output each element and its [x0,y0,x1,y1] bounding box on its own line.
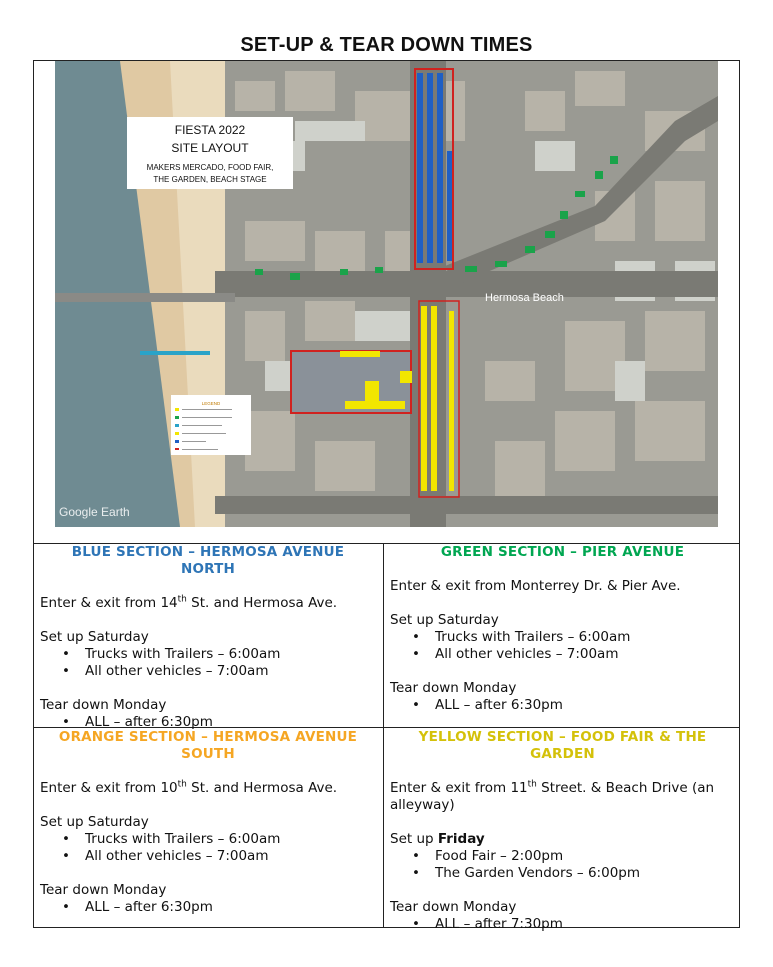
yellow-entry-text: Enter & exit from 11th Street. & Beach Drive (an [390,779,715,796]
green-teardown-list [390,697,735,714]
blue-setup-list [40,646,376,680]
orange-setup-label: Set up Saturday [40,814,149,830]
list-item: • ALL – after 7:30pm [435,916,735,933]
yellow-teardown-label: Tear down Monday [390,899,517,915]
list-item: • All other vehicles – 7:00am [435,646,735,663]
green-section [390,544,735,714]
list-item: • Trucks with Trailers – 6:00am [85,831,376,848]
table-divider-vertical [383,543,384,928]
map-title-line1: FIESTA 2022 [174,123,246,137]
green-setup-list [390,629,735,663]
blue-section [40,544,376,731]
yellow-setup-label: Set up Friday [390,831,485,847]
site-layout-map [55,61,718,527]
map-subtitle-line1: MAKERS MERCADO, FOOD FAIR, [146,163,274,172]
blue-teardown-label: Tear down Monday [40,697,167,713]
map-title-line2: SITE LAYOUT [171,141,249,155]
orange-entry-text: Enter & exit from 10th St. and Hermosa Ave. [40,779,338,796]
list-item: • All other vehicles – 7:00am [85,848,376,865]
list-item: • ALL – after 6:30pm [85,899,376,916]
yellow-teardown-list [390,916,735,933]
green-teardown-label: Tear down Monday [390,680,517,696]
yellow-section-title: YELLOW SECTION – FOOD FAIR & THE GARDEN [418,729,707,762]
map-watermark: Google Earth [59,505,130,519]
list-item: • ALL – after 6:30pm [85,714,376,731]
list-item: • Trucks with Trailers – 6:00am [435,629,735,646]
orange-setup-list [40,831,376,865]
orange-teardown-list [40,899,376,916]
orange-section-title: ORANGE SECTION – HERMOSA AVENUE SOUTH [58,729,358,762]
yellow-section [390,729,735,933]
list-item: • The Garden Vendors – 6:00pm [435,865,735,882]
page-title: SET-UP & TEAR DOWN TIMES [240,34,533,56]
blue-section-title: BLUE SECTION – HERMOSA AVENUE NORTH [71,544,345,577]
orange-teardown-label: Tear down Monday [40,882,167,898]
list-item: • Food Fair – 2:00pm [435,848,735,865]
list-item: • Trucks with Trailers – 6:00am [85,646,376,663]
map-subtitle-line2: THE GARDEN, BEACH STAGE [153,175,267,184]
orange-section [40,729,376,916]
map-legend-title: LEGEND [201,401,221,406]
yellow-entry-text-line2: alleyway) [390,797,455,813]
list-item: • ALL – after 6:30pm [435,697,735,714]
list-item: • All other vehicles – 7:00am [85,663,376,680]
map-place-label: Hermosa Beach [485,292,564,304]
blue-setup-label: Set up Saturday [40,629,149,645]
yellow-setup-list [390,848,735,882]
blue-entry-text: Enter & exit from 14th St. and Hermosa Ave. [40,594,338,611]
green-section-title: GREEN SECTION – PIER AVENUE [440,544,685,560]
green-setup-label: Set up Saturday [390,612,499,628]
green-entry-text: Enter & exit from Monterrey Dr. & Pier Ave. [390,578,681,594]
